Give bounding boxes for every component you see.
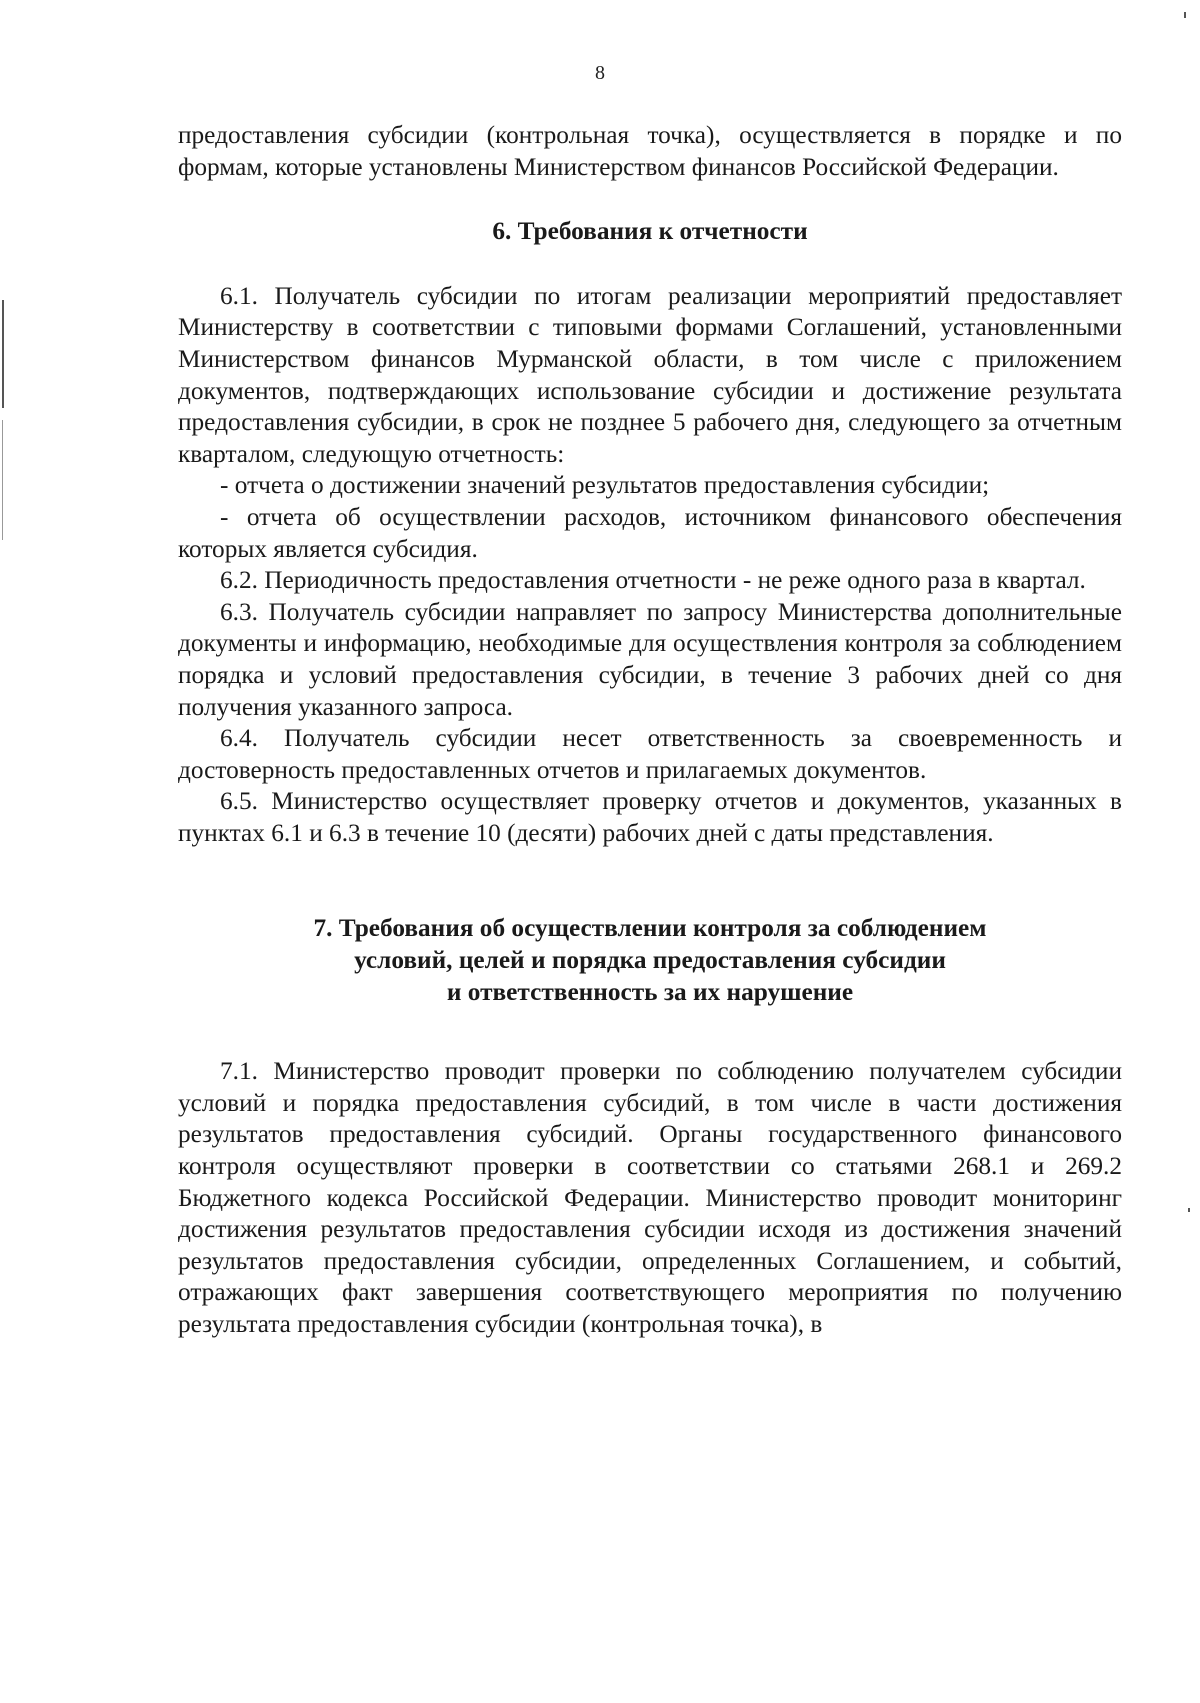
scan-edge-mark: [2, 420, 3, 540]
list-item-reports-expenses: - отчета об осуществлении расходов, источником финансового обеспечения которых является субсидия.: [178, 502, 1122, 563]
scan-edge-mark: [1184, 12, 1186, 18]
section-7-heading: [178, 913, 1122, 1008]
paragraph-6-4: 6.4. Получатель субсидии несет ответственность за своевременность и достоверность предоставленных отчетов и прилагаемых документов.: [178, 724, 1122, 784]
list-item-reports-results: - отчета о достижении значений результатов предоставления субсидии;: [220, 471, 990, 500]
paragraph-6-3: 6.3. Получатель субсидии направляет по запросу Министерства дополнительные документы и информацию, необходимые для осуществления контроля за соблюдением порядка и условий предоставления субсидии, в течение 3 рабочих дней со дня получения указанного запроса.: [178, 597, 1122, 721]
scan-edge-mark: [1188, 1208, 1190, 1212]
paragraph-6-5: 6.5. Министерство осуществляет проверку отчетов и документов, указанных в пунктах 6.1 и 6.3 в течение 10 (десяти) рабочих дней с даты представления.: [178, 787, 1122, 847]
section-7-heading-line: 7. Требования об осуществлении контроля за соблюдением: [313, 914, 987, 943]
intro-paragraph: предоставления субсидии (контрольная точка), осуществляется в порядке и по формам, которые установлены Министерством финансов Российской Федерации.: [178, 121, 1122, 181]
section-6-heading: 6. Требования к отчетности: [492, 217, 808, 246]
page-number: 8: [595, 62, 605, 84]
section-7-heading-line: условий, целей и порядка предоставления субсидии: [354, 946, 946, 975]
paragraph-7-1: 7.1. Министерство проводит проверки по соблюдению получателем субсидии условий и порядка предоставления субсидий, в том числе в части достижения результатов предоставления субсидий. Органы государственного финансового контроля осуществляют проверки в соответствии со статьями 268.1 и 269.2 Бюджетного кодекса Российской Федерации. Министерство проводит мониторинг достижения результатов предоставления субсидии исходя из достижения значений результатов предоставления субсидии, определенных Соглашением, и событий, отражающих факт завершения соответствующего мероприятия по получению результата предоставления субсидии (контрольная точка), в: [178, 1057, 1122, 1338]
paragraph-6-2: 6.2. Периодичность предоставления отчетности - не реже одного раза в квартал.: [220, 566, 1086, 595]
section-7-heading-line: и ответственность за их нарушение: [446, 977, 854, 1006]
document-body: [178, 120, 1122, 1341]
paragraph-6-1: 6.1. Получатель субсидии по итогам реализации мероприятий предоставляет Министерству в соответствии с типовыми формами Соглашений, установленными Министерством финансов Мурманской области, в том числе с приложением документов, подтверждающих использование субсидии и достижение результата предоставления субсидии, в срок не позднее 5 рабочего дня, следующего за отчетным кварталом, следующую отчетность:: [178, 281, 1122, 468]
scan-edge-mark: [2, 300, 4, 408]
